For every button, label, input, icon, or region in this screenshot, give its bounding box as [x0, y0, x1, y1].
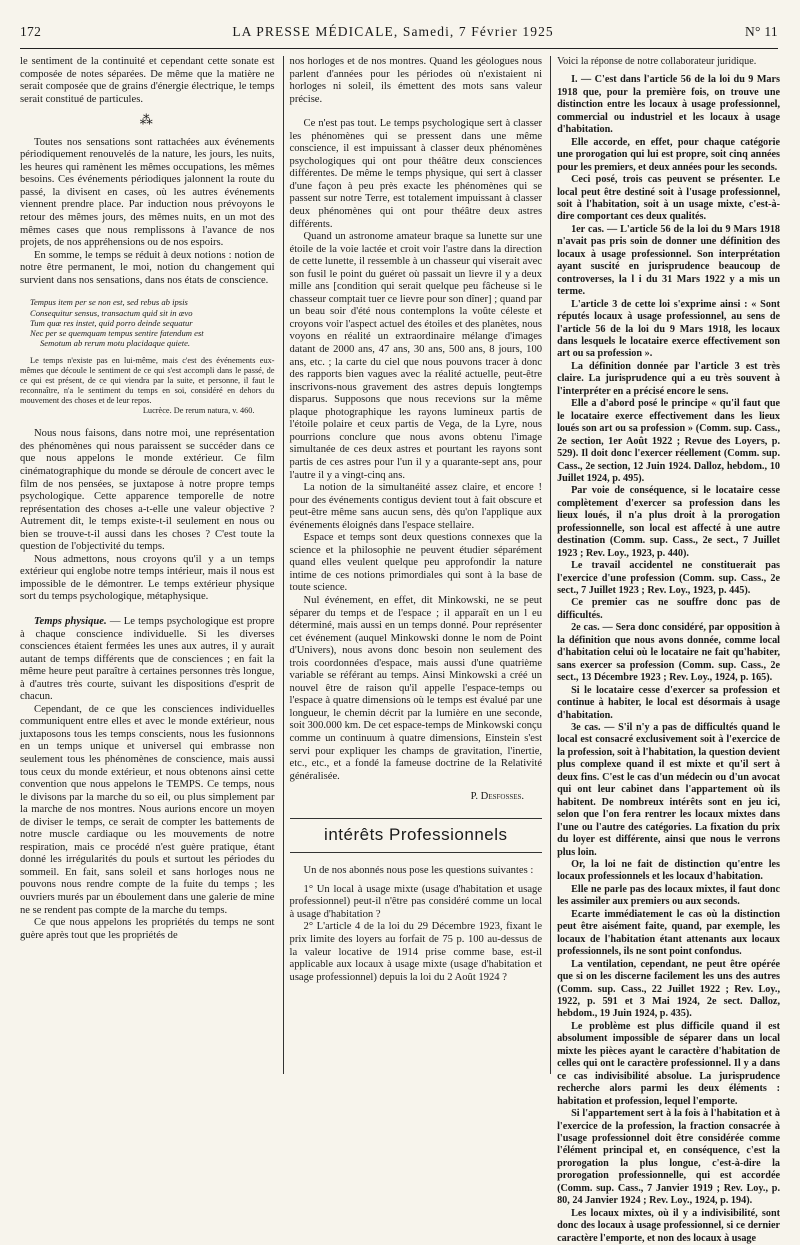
header-rule	[20, 48, 778, 49]
section-heading: Temps physique.	[34, 615, 107, 627]
paragraph: 1er cas. — L'article 56 de la loi du 9 Mars 1918 n'avait pas pris soin de donner une définition des locaux à usage professionnel. Son interprétation ayant suscité en jurisprudence beaucoup de controverses, la l i du 31 Mars 1922 y a mis un terme.	[557, 223, 781, 298]
column-1	[20, 56, 275, 1074]
paragraph: 2e cas. — Sera donc considéré, par opposition à la définition que nous avons donnée, comme local d'habitation celui où le locataire ne fait qu'habiter, sans exercer sa profession (Comm. sup. Cass., 2e sect., 13 Décembre 1923 ; Rev. Loy., 1924, p. 165).	[557, 622, 781, 684]
paragraph: Voici la réponse de notre collaborateur juridique.	[557, 56, 757, 67]
asterism-divider: ⁂	[139, 112, 155, 128]
author-signature: P. Desfosses.	[470, 791, 525, 803]
section-title-box: intérêts Professionnels	[290, 818, 543, 854]
paragraph: La définition donnée par l'article 3 est très claire. La jurisprudence qui a eu très souvent à l'interpréter en a précisé encore le sens.	[557, 360, 781, 397]
paragraph: Ecarte immédiatement le cas où la distinction peut être aisément faite, quand, par exemple, les locaux de l'habitation étant attenants aux locaux professionnels, ils ne sont point confondus.	[557, 908, 781, 958]
paragraph: Ce que nous appelons les propriétés du temps ne sont guère après tout que les propriétés de	[20, 917, 275, 941]
page-header	[20, 24, 778, 44]
paragraph: Nous nous faisons, dans notre moi, une représentation des phénomènes qui nous paraissent se succéder dans ce que nous appelons le monde extérieur. Ce film cinématographique du monde se déroule de concert avec le film de nos pensées, se juxtapose à notre propre temps psychologique. Cette apparence temporelle de notre représentation des choses a-t-elle une valeur objective ? Autrement dit, le temps existe-t-il seulement en nous ou bien se trouve-t-il aussi dans les choses ? C'est toute la question de l'objectivité du temps.	[20, 428, 275, 553]
paragraph: Quand un astronome amateur braque sa lunette sur une étoile de la voie lactée et croit voir l'astre dans la direction de cette lunette, il ressemble à un chasseur qui viserait avec son fusil le point du guéret où passait un lievre il y a deux mille ans [condition qui serait quelque peu fâcheuse si le chasseur comptait tuer ce lievre pour son dîner] ; quand par un beau soir d'été nous contemplons la voûte céleste et croyons voir l'aspect actuel des étoiles et des planètes, nous voyons en réalité un extraordinaire mélange d'images datant de 2000 ans, 47 ans, 30 ans, 500 ans, 8 jours, 100 ans, etc. ; la carte du ciel que nous pouvons tracer à donc des rapports bien vagues avec la réalité actuelle, peut-être inscrivons-nous gravement des astres depuis longtemps disparus. Supposons que nous recevions sur la même plaque photographique les rayons lumineux partis de l'étoile polaire et ceux partis de Vega, de la Lyre, nous pourrions conclure que nous avons obtenu l'image simultanée de ces deux astres et pourtant les rayons sont partis de ces astres pour l'un il y a quarante-sept ans, pour l'autre il y a vingt-cinq ans.	[289, 231, 543, 481]
quotation-line: Tempus item per se non est, sed rebus ab ipsis	[30, 297, 188, 308]
translation-note	[20, 356, 275, 416]
latin-quotation	[30, 297, 275, 348]
quotation-line: Nec per se quemquam tempus sentire fatendum est	[30, 327, 204, 338]
paragraph: Or, la loi ne fait de distinction qu'entre les locaux professionnels et les locaux d'habitation.	[557, 859, 781, 883]
quotation-line: Tum quæ res instet, quid porro deinde sequatur	[30, 317, 193, 328]
paragraph: nos horloges et de nos montres. Quand les géologues nous parlent d'années pour les périodes où n'existaient ni horloges ni soleil, ils émettent des mots sans valeur précise.	[289, 56, 543, 105]
paragraph: Toutes nos sensations sont rattachées aux événements périodiquement renouvelés de la nature, les jours, les nuits, les heures qui ramènent les mêmes occupations, les mêmes besoins. Ces événements périodiques jalonnent la route du passé, la divisent en cases, où les autres événements viennent prendre place. Par induction nous prévoyons le retour des mêmes jours, des mêmes nuits, en un mot des mêmes cases que nous remplissons à l'avance de nos projets, de nos appréhensions ou de nos espoirs.	[20, 136, 275, 249]
paragraph: En somme, le temps se réduit à deux notions : notion de notre être permanent, le moi, notion du changement qui survient dans nos sensations, dans nos états de conscience.	[20, 249, 275, 286]
column-2	[283, 56, 543, 1074]
paragraph: La notion de la simultanéité assez claire, et encore ! pour des événements contigus devient tout à fait obscure et peut-être même sans aucun sens, dès qu'on l'applique aux événements éloignés dans l'espace stellaire.	[289, 482, 543, 531]
paragraph: Si l'appartement sert à la fois à l'habitation et à l'exercice de la profession, la fraction consacrée à l'usage professionnel doit être considérée comme l'élément principal et, en conséquence, c'est la prorogation la plus longue, c'est-à-dire la prorogation professionnelle, qui est accordée (Comm. sup. Cass., 7 Janvier 1919 ; Rev. Loy., p. 80, 24 Janvier 1924 ; Rev. Loy., 1924, p. 194).	[557, 1108, 781, 1207]
note-source: Lucrèce. De rerum natura, v. 460.	[142, 406, 255, 416]
question: 2° L'article 4 de la loi du 29 Décembre 1923, fixant le prix limite des loyers au forfait de 75 p. 100 au-dessus de la valeur locative de 1914 prise comme base, est-il applicable aux locaux à usage mixte (usage d'habitation et usage professionnel) depuis la loi du 2 Août 1924 ?	[289, 921, 543, 983]
quotation-line: Semotum ab rerum motu placidaque quiete.	[40, 338, 191, 349]
paragraph: Par voie de conséquence, si le locataire cesse complètement d'exercer sa profession dans les lieux loués, il n'a plus droit à la prorogation professionnelle, son local est affecté à une autre destination (Comm. sup. Cass., 2e sect., 7 Juillet 1923 ; Rev. Loy., 1923, p. 440).	[557, 485, 781, 559]
page-number: 172	[20, 24, 42, 39]
article-columns	[20, 56, 781, 1244]
paragraph: Si le locataire cesse d'exercer sa profession et continue à habiter, le local est désormais à usage d'habitation.	[557, 684, 781, 721]
paragraph: Ce n'est pas tout. Le temps psychologique sert à classer les phénomènes qui se pressent dans une même conscience, il est impuissant à classer deux phénomènes psychologiques qui ont pour théâtre deux consciences différentes. De même le temps physique, qui sert à classer d'une façon à peu près exacte les phénomènes qui se passent sur notre Terre, est totalement impuissant à classer deux phénomènes qui ont pour théâtre deux astres différents.	[289, 118, 543, 230]
paragraph: Nul événement, en effet, dit Minkowski, ne se peut séparer du temps et de l'espace ; il apparaît en un l eu déterminé, mais aussi en un temps donné. Pour représenter cet événement (auquel Minkowski donne le nom de Point d'Univers), nous avons donc besoin non seulement des trois coordonnées d'espace, mais aussi d'une quatrième variable se référant au temps. Ainsi Minkowski a créé un nouvel être de raison qu'il appelle l'espace-temps ou l'espace à quatre dimensions où le temps est évalué par une longueur, le chemin décrit par la lumière en une seconde, soit 300.000 km. De cet espace-temps de Minkowski conçu comme un continuum à quatre dimensions, Einstein s'est servi pour expliquer les champs de gravitation, l'inertie, etc., etc., et a fondé la fameuse doctrine de la Relativité généralisée.	[289, 594, 543, 782]
paragraph: Elle accorde, en effet, pour chaque catégorie une prorogation qui lui est propre, soit cinq années pour les premiers, et deux années pour les seconds.	[557, 136, 781, 173]
quotation-line: Consequitur sensus, transactum quid sit in ævo	[30, 307, 193, 318]
issue-number: N° 11	[744, 24, 778, 39]
paragraph: Elle a d'abord posé le principe « qu'il faut que le locataire exerce effectivement dans les lieux loués son art ou sa profession » (Comm. sup. Cass., 2e section, 1er Août 1922 ; Revue des Loyers, p. 529). Il doit donc l'exercer réellement (Comm. sup. Cass., 2e section, 12 Juin 1924. Dalloz, hebdom., 10 Juillet 1924, p. 495).	[557, 398, 781, 484]
question: 1° Un local à usage mixte (usage d'habitation et usage professionnel) peut-il n'être pas considéré comme un local à usage d'habitation ?	[289, 883, 543, 920]
paragraph: I. — C'est dans l'article 56 de la loi du 9 Mars 1918 que, pour la première fois, on trouve une distinction entre les locaux à usage professionnel, commercial ou industriel et les locaux à usage d'habitation.	[557, 74, 781, 136]
paragraph	[20, 616, 275, 704]
paragraph: La ventilation, cependant, ne peut être opérée que si on les discerne facilement les uns des autres (Comm. sup. Cass., 22 Juillet 1922 ; Rev. Loy., 1922, p. 591 et 3 Mai 1924, 2e sect. Dalloz, hebdom., 19 Juin 1924, p. 435).	[557, 958, 781, 1020]
paragraph: Cependant, de ce que les consciences individuelles communiquent entre elles et avec le monde extérieur, nous juxtaposons tous les temps conscients, nous les fusionnons en un temps unique et universel qui embrasse non seulement tous les phénomènes de conscience, mais aussi tous ceux du monde extérieur, et nous obtenons ainsi cette convention que nous appelons le TEMPS. Ce temps, nous le divisons par la marche du so eil, ou plus simplement par la marche de nos montres. Nous aurions encore un moyen de diviser le temps, ce serait de compter les battements de notre muscle cardiaque ou les mouvements de notre respiration, mais ce procédé n'est guère pratique, étant donné les irrégularités du pouls et surtout les périodes du sommeil. En fait, sans soleil et sans horloges nous ne pouvons nous rendre compte de la fuite du temps ; les ouvriers murés par un éboulement dans une galerie de mine ne se rendent pas compte de la marche du temps.	[20, 703, 275, 916]
paragraph: Les locaux mixtes, où il y a indivisibilité, sont donc des locaux à usage professionnel, si ce dernier caractère l'emporte, et non des locaux à usage	[557, 1207, 781, 1244]
section-text: — Le temps psychologique est propre à chaque conscience individuelle. Si les diverses consciences étaient fermées les unes aux autres, il y aurait autant de temps différents que de consciences ; en fait la même heure peut paraître à certaines personnes très longue, à d'autres très courte, suivant les dispositions d'esprit de chacun.	[20, 615, 275, 703]
paragraph: Le travail accidentel ne constituerait pas l'exercice d'une profession (Comm. sup. Cass., 2e sect., 7 Juillet 1923 ; Rev. Loy., 1923, p. 445).	[557, 560, 781, 597]
paragraph: Un de nos abonnés nous pose les questions suivantes :	[303, 865, 534, 877]
paragraph: le sentiment de la continuité et cependant cette sonate est composée de notes séparées. De même que la matière ne serait composée que de grains d'énergie électrique, le temps serait constitué de particules.	[20, 56, 275, 105]
note-text: Le temps n'existe pas en lui-même, mais c'est des événements eux-mêmes que découle le sentiment de ce qui s'est accompli dans le passé, de ce qui est présent, de ce qui viendra par la suite, et personne, il faut le reconnaître, n'a le sentiment du temps en soi, considéré en dehors du mouvement des choses et de leur repos.	[20, 356, 275, 406]
paragraph: Nous admettons, nous croyons qu'il y a un temps extérieur qui englobe notre temps intérieur, mais il nous est impossible de le démontrer. Le temps extérieur physique sort du temps psychologique, métaphysique.	[20, 553, 275, 603]
paragraph: Ceci posé, trois cas peuvent se présenter. Le local peut être destiné soit à l'usage professionnel, soit à l'habitation, soit à un usage mixte, c'est-à-dire comportant ces deux qualités.	[557, 174, 781, 223]
paragraph: L'article 3 de cette loi s'exprime ainsi : « Sont réputés locaux à usage professionnel, au sens de l'article 56 de la loi du 9 Mars 1918, les locaux dans lesquels le locataire exerce effectivement son art ou sa profession ».	[557, 298, 781, 360]
paragraph: 3e cas. — S'il n'y a pas de difficultés quand le local est consacré exclusivement soit à l'exercice de la profession, soit à l'habitation, la question devient plus complexe quand il est mixte et qu'il sert à deux fins. C'est le cas d'un médecin ou d'un avocat qui ont leur cabinet dans l'appartement où ils habitent. De nombreux intérêts sont en jeu ici, selon que l'on fera rentrer les locaux mixtes dans l'une ou l'autre des catégories. La fixation du prix du loyer est différente, ainsi que nous le verrons plus loin.	[557, 722, 781, 858]
column-3	[550, 56, 781, 1244]
paragraph: Espace et temps sont deux questions connexes que la science et la philosophie ne peuvent étudier séparément quand elles veulent quelque peu approfondir la nature intime de ces notions primordiales qui sont à la base de toute science.	[289, 532, 543, 594]
paragraph: Ce premier cas ne souffre donc pas de difficultés.	[557, 597, 781, 621]
paragraph: Elle ne parle pas des locaux mixtes, il faut donc les assimiler aux premiers ou aux seconds.	[557, 883, 781, 908]
journal-title: LA PRESSE MÉDICALE, Samedi, 7 Février 1925	[232, 24, 554, 39]
paragraph: Le problème est plus difficile quand il est absolument impossible de séparer dans un local mixte les pièces ayant le caractère d'habitation de celles qui ont le caractère professionnel. Il y a dans ce cas indivisibilité absolue. La jurisprudence recherche alors parmi les deux éléments : habitation et profession, lequel l'emporte.	[557, 1020, 781, 1107]
